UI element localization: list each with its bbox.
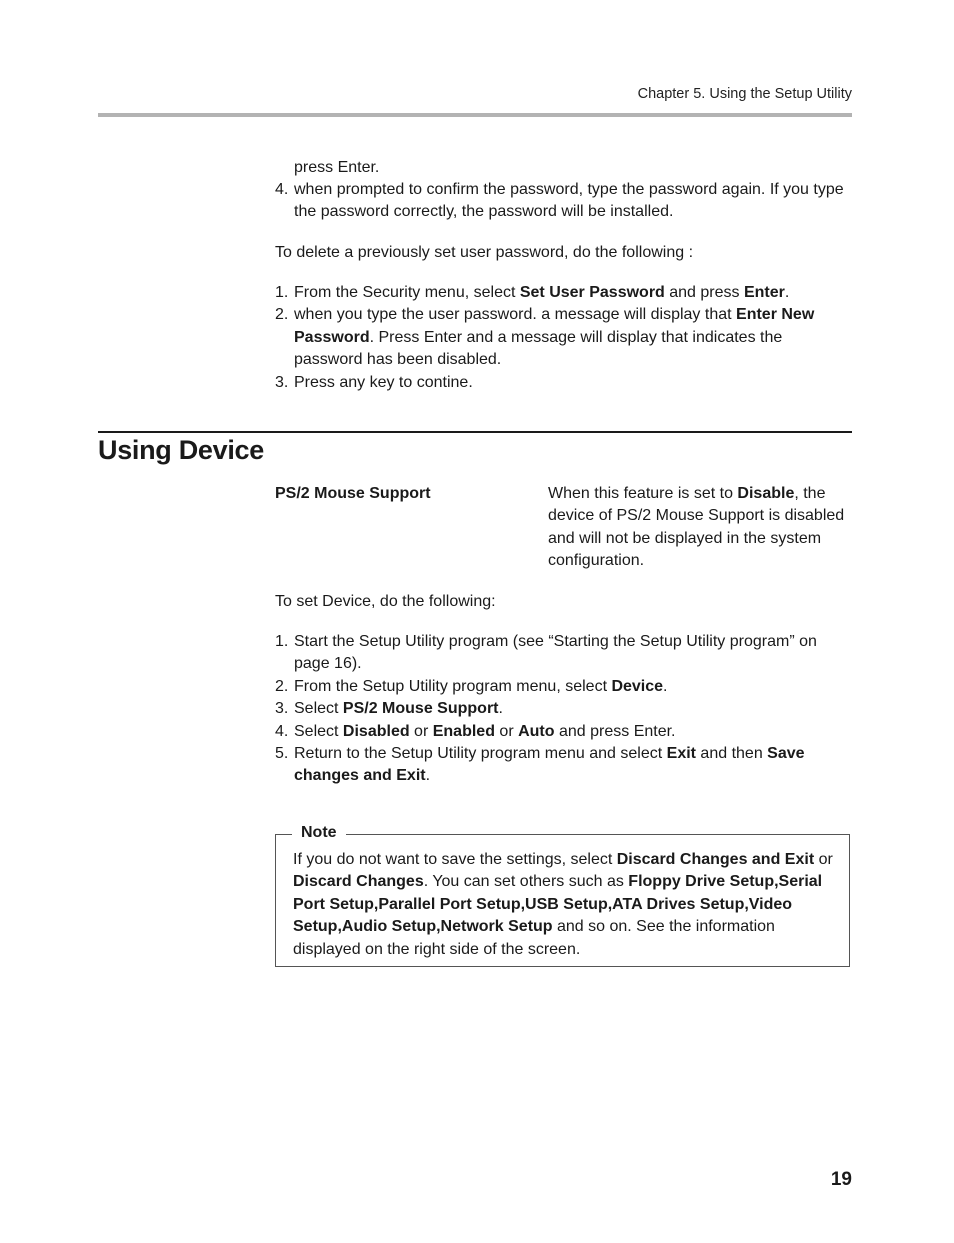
previous-steps-list [275, 179, 855, 224]
note-bold-text: Floppy Drive Setup,Serial Port Setup,Parallel Port Setup,USB Setup,ATA Drives Setup,Video Setup,Audio Setup,Network Setup [293, 873, 823, 936]
delete-password-intro: To delete a previously set user password, do the following : [275, 244, 694, 261]
set-device-intro: To set Device, do the following: [275, 593, 496, 610]
note-plain-text: or [814, 851, 833, 868]
list-item [275, 743, 855, 788]
delete-password-steps [275, 282, 855, 394]
step-bold-text: Enter New Password [294, 306, 815, 346]
definition-text: , the device of PS/2 Mouse Support is disabled and will not be displayed in the system configuration. [548, 485, 845, 570]
step-number: 3. [275, 373, 289, 391]
list-item [275, 698, 855, 720]
note-plain-text: . You can set others such as [423, 873, 629, 891]
step-bold-text: Auto [518, 722, 555, 740]
list-item [275, 179, 855, 224]
step-bold-text: Enabled [432, 722, 495, 740]
step-text: Select [294, 722, 343, 740]
note-plain-text: and so on. See the information displayed on the right side of the screen. [293, 918, 775, 958]
step-text: . [425, 767, 431, 785]
step-bold-text: Device [611, 677, 664, 695]
list-item [275, 304, 855, 371]
step-bold-text: Exit [666, 745, 696, 763]
note-bold-text: Discard Changes and Exit [616, 851, 815, 868]
definition-term: PS/2 Mouse Support [275, 485, 431, 502]
step-number: 1. [275, 284, 289, 301]
list-item [275, 631, 855, 676]
step-number: 4. [275, 722, 289, 740]
page-number: 19 [830, 1169, 852, 1190]
list-item [275, 372, 855, 394]
step-text: Select [294, 700, 343, 718]
step-text: . Press Enter and a message will display that indicates the password has been disabled. [294, 328, 783, 369]
step-bold-text: Enter [743, 284, 785, 301]
step-text: and then [695, 745, 768, 763]
step-number: 2. [275, 306, 289, 324]
note-bold-text: Discard Changes [293, 873, 424, 891]
step-text: . [784, 284, 790, 301]
note-label: Note [292, 822, 346, 844]
step-text: Start the Setup Utility program (see “Starting the Setup Utility program” on page 16). [294, 633, 817, 673]
header-rule [98, 113, 852, 117]
step-text: . [498, 700, 503, 718]
step-bold-text: Disabled [342, 722, 410, 740]
step-text: From the Setup Utility program menu, select [294, 677, 612, 695]
section-title: Using Device [98, 435, 264, 465]
step-text: From the Security menu, select [294, 284, 520, 301]
step-text: Return to the Setup Utility program menu and select [294, 745, 667, 763]
step-bold-text: Save changes and Exit [294, 745, 805, 785]
chapter-header: Chapter 5. Using the Setup Utility [637, 86, 852, 102]
list-item [275, 721, 855, 743]
step-number: 5. [275, 745, 289, 763]
list-item [275, 282, 855, 304]
step-number: 3. [275, 700, 289, 718]
list-item [275, 676, 855, 698]
step-bold-text: Set User Password [519, 284, 665, 301]
step-text: . [663, 677, 668, 695]
step-text: Press any key to contine. [294, 373, 473, 391]
step-number: 2. [275, 677, 289, 695]
step-number: 1. [275, 633, 289, 650]
definition-description [548, 483, 848, 573]
step-text: when you type the user password. a message will display that [294, 306, 737, 324]
step-text: when prompted to confirm the password, type the password again. If you type the password correctly, the password will be installed. [294, 181, 844, 221]
step-text: and press Enter. [554, 722, 676, 740]
set-device-steps [275, 631, 855, 788]
step-bold-text: PS/2 Mouse Support [342, 700, 499, 718]
definition-bold-text: Disable [737, 485, 795, 502]
step-text: or [409, 722, 433, 740]
step-text: and press [664, 284, 744, 301]
note-text [293, 849, 833, 961]
step-number: 4. [275, 181, 289, 198]
note-plain-text: If you do not want to save the settings, select [293, 851, 617, 868]
definition-text: When this feature is set to [548, 485, 738, 502]
step-text: or [494, 722, 519, 740]
continuation-text: press Enter. [294, 159, 380, 176]
